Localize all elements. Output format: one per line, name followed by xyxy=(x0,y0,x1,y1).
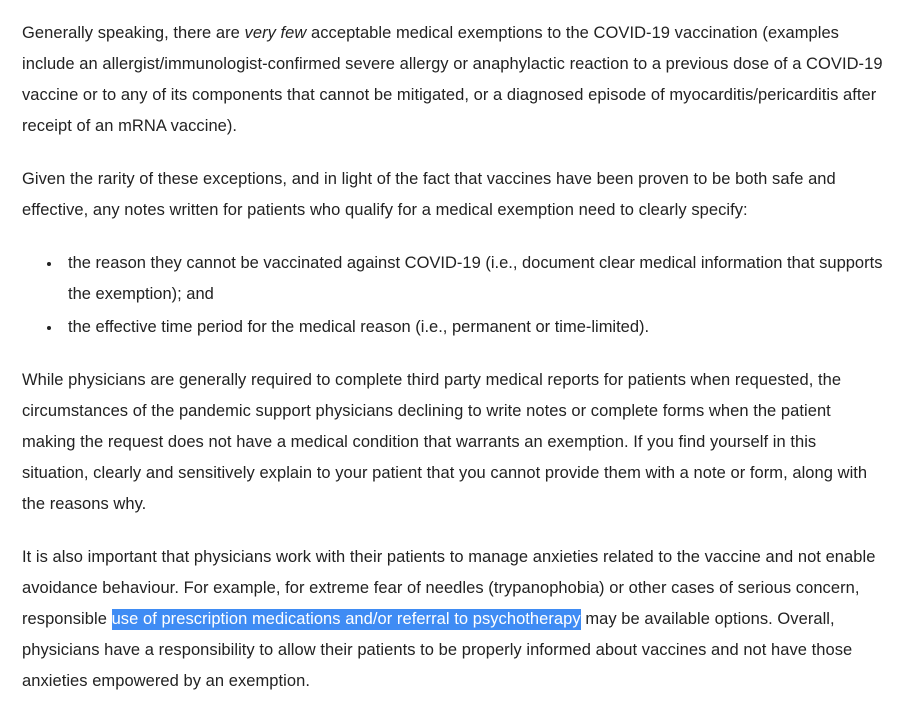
text-run: It is also important that physicians work with their patients to manage anxieties related to the vaccine and not enable avoidance behaviour. For example, for extreme fear of needles (trypanophobia) or other cases of serious concern, responsible xyxy=(22,548,876,628)
selected-text-highlight: use of prescription medications and/or referral to psychotherapy xyxy=(111,610,581,628)
document-body xyxy=(22,18,885,697)
paragraph-medical-exemptions xyxy=(22,18,885,142)
emphasis-text: very few xyxy=(244,24,307,42)
text-run: may be available options. Overall, physicians have a responsibility to allow their patients to be properly informed about vaccines and not have those anxieties empowered by an exemption. xyxy=(22,610,853,690)
paragraph-managing-anxieties xyxy=(22,542,885,697)
text-run: acceptable medical exemptions to the COVID-19 vaccination (examples include an allergist/immunologist-confirmed severe allergy or anaphylactic reaction to a previous dose of a COVID-19 vaccine or to any of its components that cannot be mitigated, or a diagnosed episode of myocarditis/pericarditis after receipt of an mRNA vaccine). xyxy=(22,24,883,135)
list-exemption-requirements xyxy=(22,248,885,343)
list-item: • the reason they cannot be vaccinated against COVID-19 (i.e., document clear medical information that supports the exemption); and xyxy=(62,248,885,310)
paragraph-third-party-reports xyxy=(22,365,885,520)
text-run: Generally speaking, there are xyxy=(22,24,245,42)
list-item: • the effective time period for the medical reason (i.e., permanent or time-limited). xyxy=(62,312,885,343)
text-run: While physicians are generally required to complete third party medical reports for patients when requested, the circumstances of the pandemic support physicians declining to write notes or complete forms when the patient making the request does not have a medical condition that warrants an exemption. If you find yourself in this situation, clearly and sensitively explain to your patient that you cannot provide them with a note or form, along with the reasons why. xyxy=(22,371,868,513)
text-run: Given the rarity of these exceptions, and in light of the fact that vaccines have been proven to be both safe and effective, any notes written for patients who qualify for a medical exemption need to clearly specify: xyxy=(22,170,836,219)
paragraph-rarity-of-exceptions xyxy=(22,164,885,226)
